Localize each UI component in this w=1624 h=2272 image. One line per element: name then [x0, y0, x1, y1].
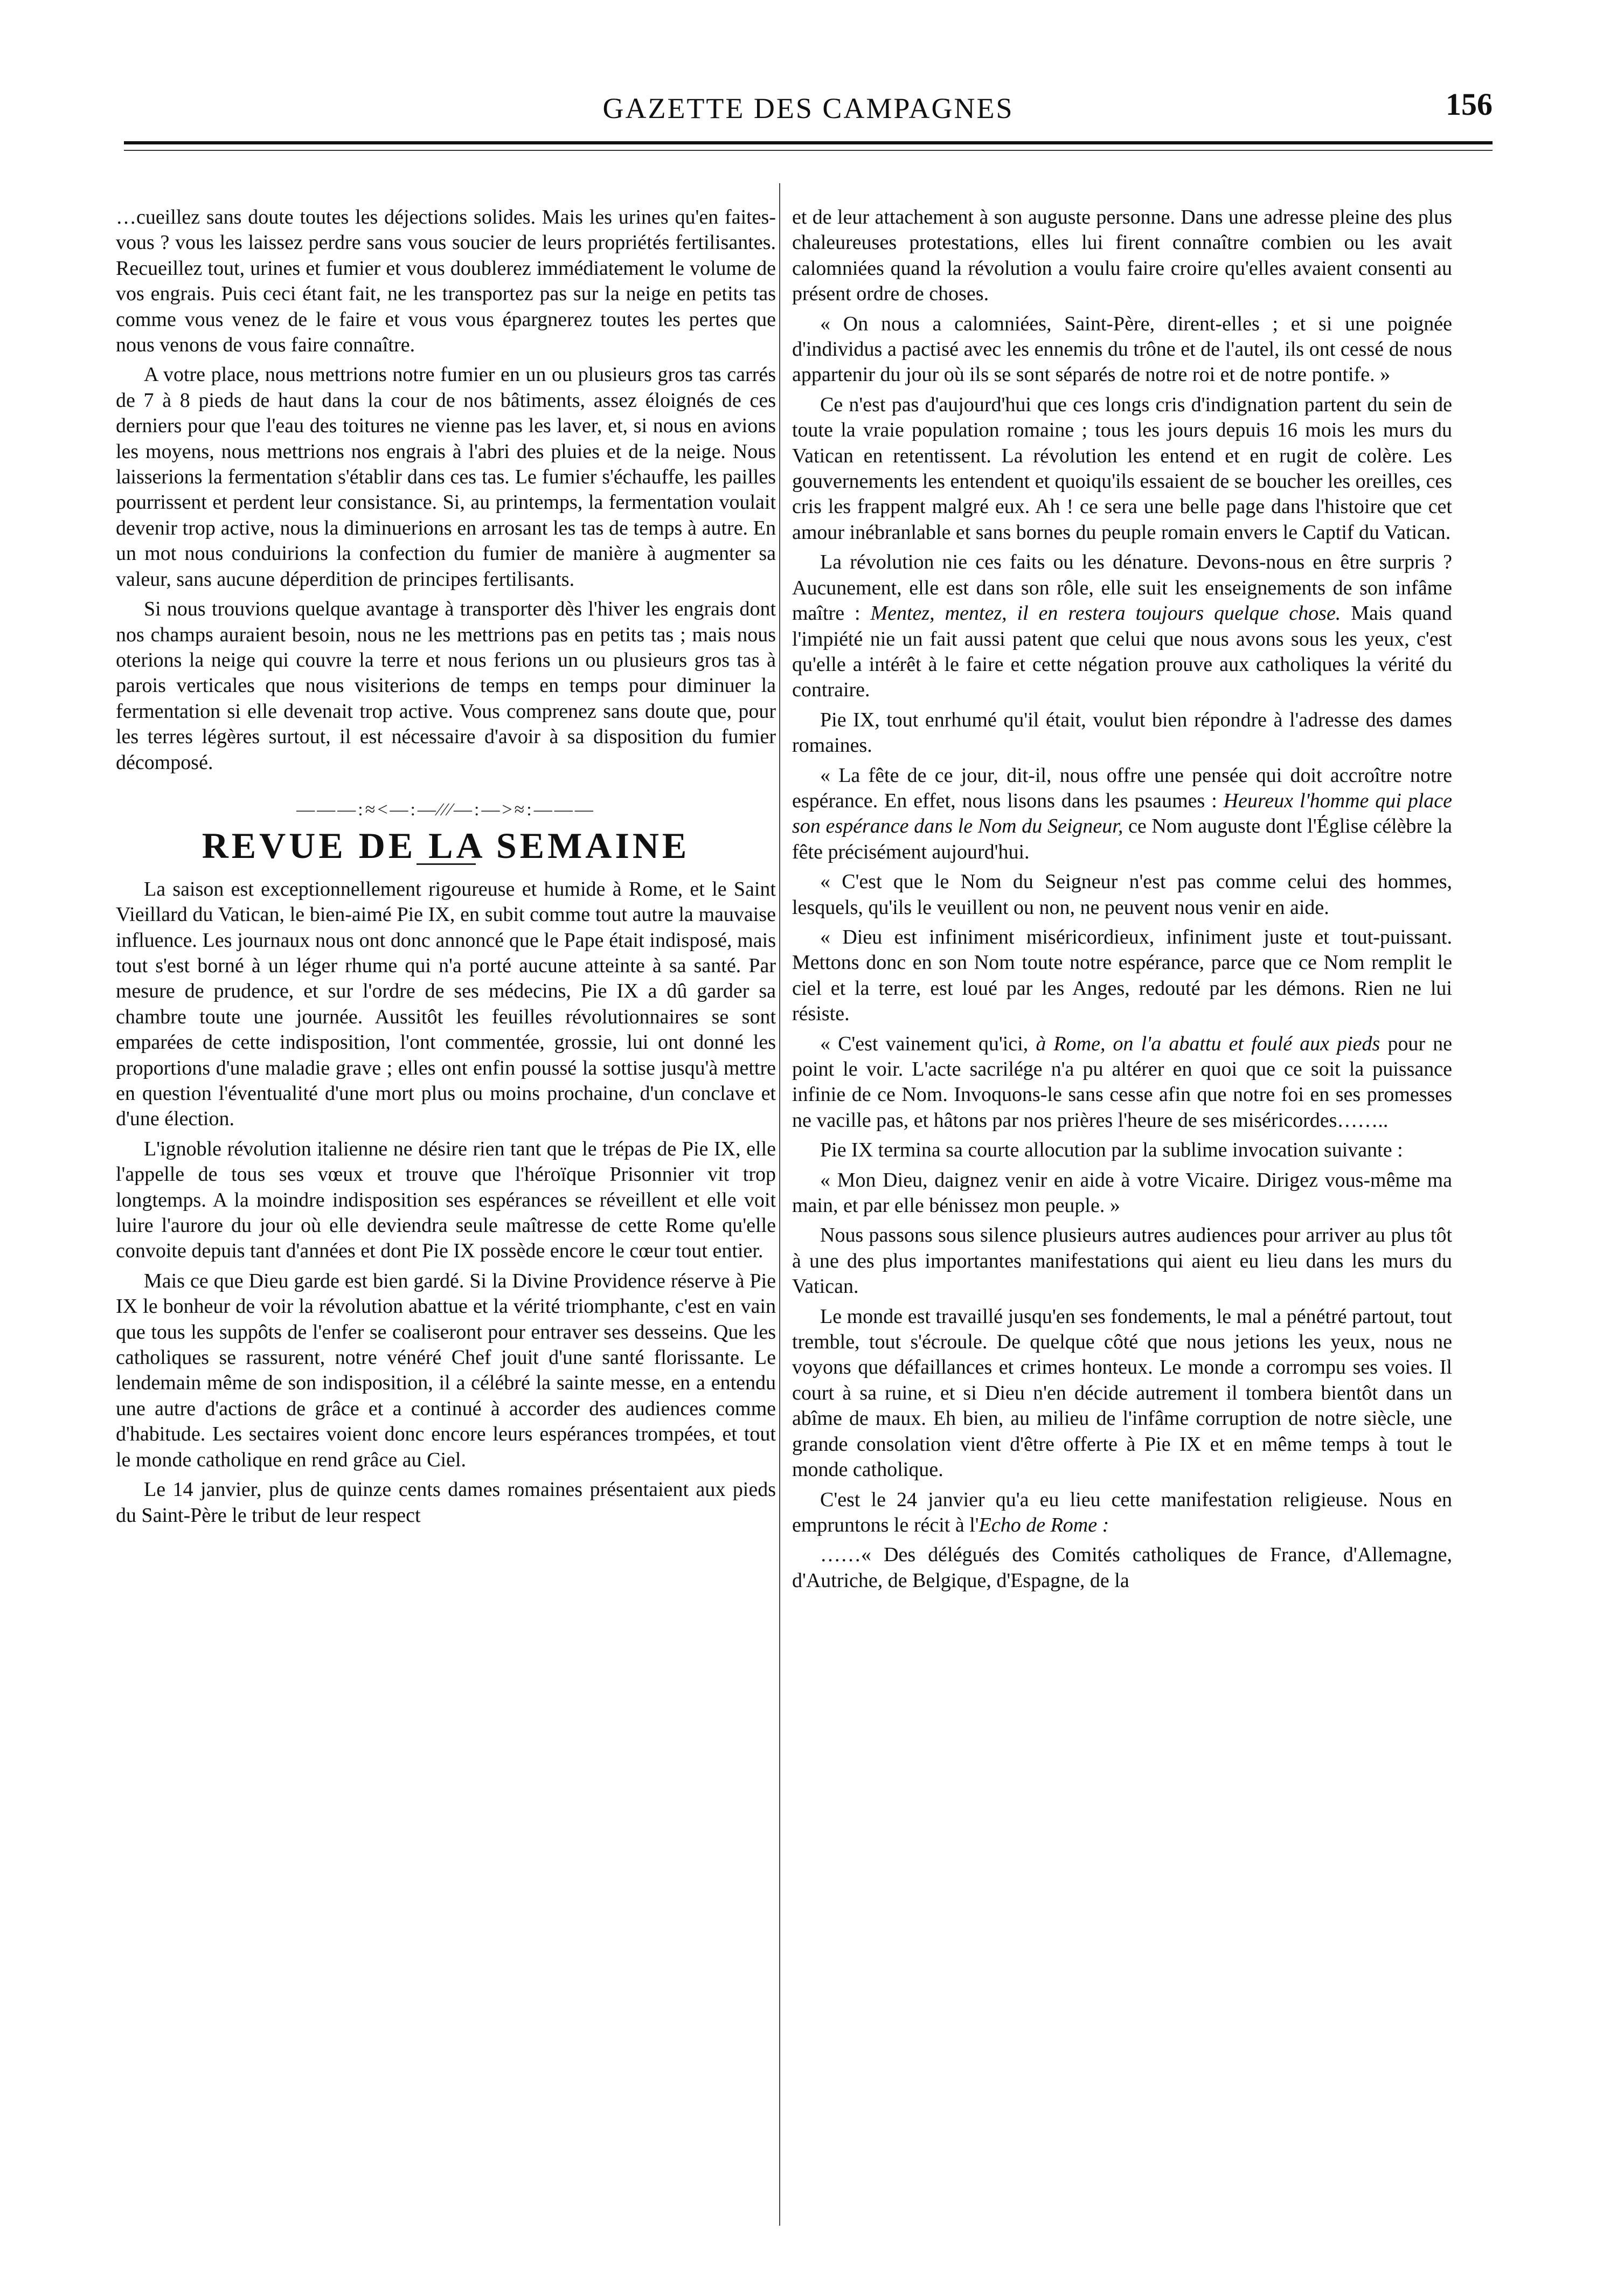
- paragraph: « Mon Dieu, daignez venir en aide à votre Vicaire. Dirigez vous-même ma main, et par elle bénissez mon peuple. »: [792, 1168, 1452, 1217]
- column-divider: [779, 183, 780, 2226]
- paragraph: [792, 1487, 1452, 1539]
- paragraph: « C'est que le Nom du Seigneur n'est pas comme celui des hommes, lesquels, qu'ils le veuillent ou non, ne peuvent nous venir en aide.: [792, 870, 1452, 919]
- italic-quote: Mentez, mentez, il en restera toujours quelque chose.: [870, 602, 1341, 625]
- paragraph: Si nous trouvions quelque avantage à transporter dès l'hiver les engrais dont nos champs auraient besoin, nous ne les mettrions pas en petits tas ; mais nous oterions la neige qui couvre la terre et nous ferions un ou plusieurs gros tas à parois verticales que nous visiterions de temps en temps pour diminuer la fermentation si elle devenait trop active. Vous comprenez sans doute que, pour les terres légères surtout, il est nécessaire d'avoir à sa disposition du fumier décomposé.: [116, 598, 776, 774]
- ornament-divider: ———:≈<—:—⁄⁄⁄—:—>≈:———: [296, 799, 595, 820]
- italic-quote: Heureux l'homme qui place son espérance dans le Nom du Seigneur,: [792, 789, 1452, 838]
- paragraph: [792, 763, 1452, 865]
- paragraph: La saison est exceptionnellement rigoureuse et humide à Rome, et le Saint Vieillard du Vatican, le bien-aimé Pie IX, en subit comme tout autre la mauvaise influence. Les journaux nous ont donc annoncé que le Pape était indisposé, mais tout s'est borné à un léger rhume qui n'a porté aucune atteinte à sa santé. Par mesure de prudence, et sur l'ordre de ses médecins, Pie IX a dû garder sa chambre toute une journée. Aussitôt les feuilles révolutionnaires se sont emparées de cette indisposition, l'ont commentée, grossie, lui ont donné les proportions d'une maladie grave ; elles ont enfin poussé la sottise jusqu'à mettre en question l'éventualité d'une mort plus ou moins prochaine, d'un conclave et d'une élection.: [116, 877, 776, 1131]
- text-run: Mais quand l'impiété nie un fait aussi patent que celui que nous avons sous les yeux, c'est qu'elle a intérêt à le faire et cette négation prouve aux catholiques la vérité du contraire.: [792, 602, 1452, 702]
- paragraph: A votre place, nous mettrions notre fumier en un ou plusieurs gros tas carrés de 7 à 8 pieds de haut dans la cour de nos bâtiments, assez éloignés de ces derniers pour que l'eau des toitures ne vienne pas les laver, et, si nous en avions les moyens, nous mettrions nos engrais à l'abri des pluies et de la neige. Nous laisserions la fermentation s'établir dans ces tas. Le fumier s'échauffe, les pailles pourrissent et perdent leur consistance. Si, au printemps, la fermentation voulait devenir trop active, nous la diminuerions en arrosant les tas de temps à autre. En un mot nous conduirions la confection du fumier de manière à augmenter sa valeur, sans aucune déperdition de principes fertilisants.: [116, 363, 776, 591]
- italic-quote: à Rome, on l'a abattu et foulé aux pieds: [1036, 1032, 1380, 1055]
- paragraph: Nous passons sous silence plusieurs autres audiences pour arriver au plus tôt à une des plus importantes manifestations qui aient eu lieu dans les murs du Vatican.: [792, 1224, 1452, 1298]
- paragraph: Le monde est travaillé jusqu'en ses fondements, le mal a pénétré partout, tout tremble, tout s'écroule. De quelque côté que nous jetions les yeux, nous ne voyons que défaillances et crimes honteux. Le monde a corrompu ses voies. Il court à sa ruine, et si Dieu n'en décide autrement il tombera bientôt dans un abîme de maux. Eh bien, au milieu de l'infâme corruption de notre siècle, une grande consolation vient d'être offerte à Pie IX et en même temps à tout le monde catholique.: [792, 1305, 1452, 1481]
- header-rule: [124, 141, 1493, 144]
- paragraph: Mais ce que Dieu garde est bien gardé. Si la Divine Providence réserve à Pie IX le bonheur de voir la révolution abattue et la vérité triomphante, c'est en vain que tous les suppôts de l'enfer se coaliseront pour entraver ses desseins. Que les catholiques se rassurent, notre vénéré Chef jouit d'une santé florissante. Le lendemain même de son indisposition, il a célébré la sainte messe, en a entendu une autre d'actions de grâce et a continué à accorder des audiences comme d'habitude. Les sectaires voient donc encore leurs espérances trompées, et tout le monde catholique en rend grâce au Ciel.: [116, 1269, 776, 1471]
- page-header: [124, 81, 1493, 140]
- text-run: « C'est vainement qu'ici,: [820, 1032, 1036, 1055]
- left-column: [116, 205, 776, 1533]
- paragraph: « On nous a calomniées, Saint-Père, dirent-elles ; et si une poignée d'individus a pactisé avec les ennemis du trône et de l'autel, ils ont cessé de nous appartenir du jour où ils se sont séparés de notre roi et de notre pontife. »: [792, 312, 1452, 386]
- paragraph: Pie IX termina sa courte allocution par la sublime invocation suivante :: [820, 1139, 1403, 1162]
- text-run: ce Nom auguste dont l'Église célèbre la fête précisément aujourd'hui.: [792, 815, 1452, 863]
- paragraph: Le 14 janvier, plus de quinze cents dames romaines présentaient aux pieds du Saint-Père le tribut de leur respect: [116, 1478, 776, 1527]
- paragraph: Pie IX, tout enrhumé qu'il était, voulut bien répondre à l'adresse des dames romaines.: [792, 708, 1452, 757]
- paragraph: ……« Des délégués des Comités catholiques de France, d'Allemagne, d'Autriche, de Belgique, d'Espagne, de la: [792, 1543, 1452, 1592]
- text-run: C'est le 24 janvier qu'a eu lieu cette manifestation religieuse. Nous en empruntons le récit à l': [792, 1488, 1452, 1536]
- paragraph: « Dieu est infiniment miséricordieux, infiniment juste et tout-puissant. Mettons donc en son Nom toute notre espérance, parce que ce Nom remplit le ciel et la terre, est loué par les Anges, redouté par les démons. Rien ne lui résiste.: [792, 925, 1452, 1026]
- paragraph: et de leur attachement à son auguste personne. Dans une adresse pleine des plus chaleureuses protestations, elles lui firent connaître combien ou les avait calomniées quand la révolution a voulu faire croire qu'elles avaient consenti au présent ordre de choses.: [792, 206, 1452, 306]
- section-title: REVUE DE LA SEMAINE: [202, 825, 690, 867]
- italic-title: Echo de Rome :: [978, 1513, 1109, 1536]
- paragraph: Ce n'est pas d'aujourd'hui que ces longs cris d'indignation partent du sein de toute la vraie population romaine ; tous les jours depuis 16 mois les murs du Vatican en retentissent. La révolution les entend et en rugit de colère. Les gouvernements les entendent et quoiqu'ils essaient de se boucher les oreilles, ces cris les frappent malgré eux. Ah ! ce sera une belle page dans l'histoire que cet amour inébranlable et sans bornes du peuple romain envers le Captif du Vatican.: [792, 393, 1452, 544]
- paragraph: [792, 550, 1452, 703]
- right-column: [792, 205, 1452, 1598]
- header-rule-thin: [124, 150, 1493, 151]
- text-run: La révolution nie ces faits ou les dénature. Devons-nous en être surpris ? Aucunement, elle est dans son rôle, elle suit les enseignements de son infâme maître :: [792, 551, 1452, 625]
- page-number: 156: [1446, 87, 1493, 122]
- paragraph: …cueillez sans doute toutes les déjections solides. Mais les urines qu'en faites-vous ? vous les laissez perdre sans vous soucier de leurs propriétés fertilisantes. Recueillez tout, urines et fumier et vous doublerez immédiatement le volume de vos engrais. Puis ceci étant fait, ne les transportez pas sur la neige en petits tas comme vous venez de le faire et vous vous épargnerez toutes les pertes que nous venons de vous faire connaître.: [116, 206, 776, 357]
- publication-title: GAZETTE DES CAMPAGNES: [602, 92, 1014, 124]
- paragraph: L'ignoble révolution italienne ne désire rien tant que le trépas de Pie IX, elle l'appelle de tous ses vœux et trouve que l'héroïque Prisonnier vit trop longtemps. A la moindre indisposition ses espérances se réveillent et elle voit luire l'aurore du jour où elle deviendra seule maîtresse de cette Rome qu'elle convoite depuis tant d'années et dont Pie IX possède encore le cœur tout entier.: [116, 1137, 776, 1263]
- paragraph: [792, 1031, 1452, 1134]
- text-run: pour ne point le voir. L'acte sacrilége n'a pu altérer en quoi que ce soit la puissance infinie de ce Nom. Invoquons-le sans cesse afin que notre foi en ses promesses ne vacille pas, et hâtons par nos prières l'heure de ses miséricordes……..: [792, 1032, 1452, 1132]
- text-run: « La fête de ce jour, dit-il, nous offre une pensée qui doit accroître notre espérance. En effet, nous lisons dans les psaumes :: [792, 764, 1452, 812]
